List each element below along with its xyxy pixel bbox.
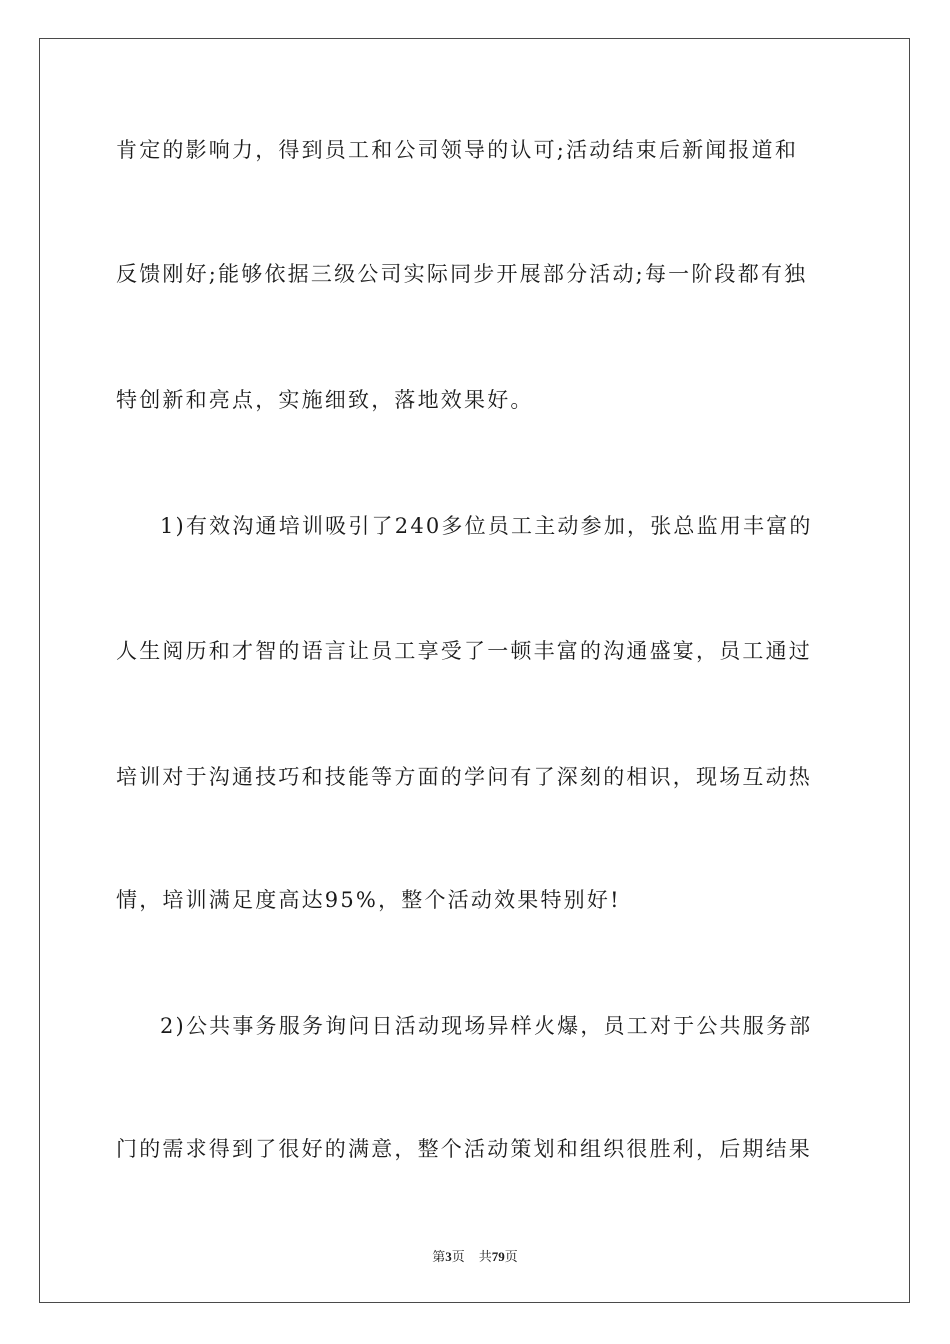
paragraph-line-8: 2)公共事务服务询问日活动现场异样火爆，员工对于公共服务部 <box>160 1014 813 1038</box>
paragraph-line-6: 培训对于沟通技巧和技能等方面的学问有了深刻的相识，现场互动热 <box>116 765 812 789</box>
paragraph-line-3: 特创新和亮点，实施细致，落地效果好。 <box>116 388 534 412</box>
total-prefix: 共 <box>478 1250 492 1265</box>
page-prefix: 第 <box>432 1250 446 1265</box>
page-suffix: 页 <box>451 1250 465 1265</box>
paragraph-line-9: 门的需求得到了很好的满意，整个活动策划和组织很胜利，后期结果 <box>116 1137 812 1161</box>
paragraph-line-7: 情，培训满足度高达95%，整个活动效果特别好! <box>116 888 621 912</box>
paragraph-line-4: 1)有效沟通培训吸引了240多位员工主动参加，张总监用丰富的 <box>160 514 813 538</box>
total-pages-number: 79 <box>491 1249 505 1264</box>
current-page-number: 3 <box>445 1249 452 1264</box>
paragraph-line-5: 人生阅历和才智的语言让员工享受了一顿丰富的沟通盛宴，员工通过 <box>116 639 812 663</box>
total-suffix: 页 <box>504 1250 518 1265</box>
paragraph-line-1: 肯定的影响力，得到员工和公司领导的认可;活动结束后新闻报道和 <box>116 138 799 162</box>
page-footer <box>0 1248 950 1267</box>
page-border <box>39 38 910 1303</box>
paragraph-line-2: 反馈刚好;能够依据三级公司实际同步开展部分活动;每一阶段都有独 <box>116 262 808 286</box>
